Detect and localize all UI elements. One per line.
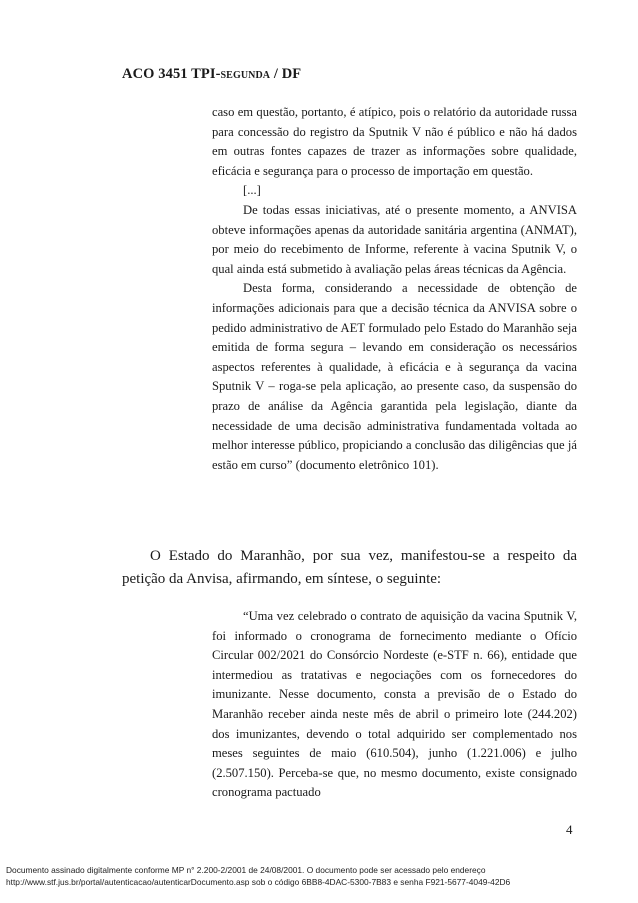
quote-paragraph: “Uma vez celebrado o contrato de aquisição da vacina Sputnik V, foi informado o cronograma de fornecimento mediante o Ofício Circular 002/2021 do Consórcio Nordeste (e-STF n. 66), entidade que intermediou as tratativas e negociações com os fornecedores do imunizante. Nesse documento, consta a previsão de o Estado do Maranhão receber ainda neste mês de abril o primeiro lote (244.202) dos imunizantes, devendo o total adquirido ser complementado nos meses seguintes de maio (610.504), junho (1.221.006) e julho (2.507.150). Perceba-se que, no mesmo documento, existe consignado cronograma pactuado [212, 609, 577, 800]
quote-paragraph: De todas essas iniciativas, até o presente momento, a ANVISA obteve informações apenas da autoridade sanitária argentina (ANMAT), por meio do recebimento de Informe, referente à vacina Sputnik V, o qual ainda está submetido à avaliação pelas áreas técnicas da Agência. [212, 202, 577, 276]
body-paragraph: O Estado do Maranhão, por sua vez, manifestou-se a respeito da petição da Anvisa, afirmando, em síntese, o seguinte: [122, 548, 577, 587]
quote-paragraph: caso em questão, portanto, é atípico, pois o relatório da autoridade russa para concessão do registro da Sputnik V não é público e não há dados em outras fontes capazes de trazer as informações sobre qualidade, eficácia e segurança para o processo de importação em questão. [212, 105, 577, 178]
page-number: 4 [566, 822, 573, 837]
document-header [122, 66, 301, 83]
footer-line: Documento assinado digitalmente conforme MP n° 2.200-2/2001 de 24/08/2001. O documento pode ser acessado pelo endereço [6, 865, 486, 875]
footer-verification-url[interactable]: http://www.stf.jus.br/portal/autenticacao/autenticarDocumento.asp sob o código 6BB8-4DAC-5300-7B83 e senha F921-5677-4049-42D6 [6, 876, 511, 887]
signature-footer [6, 865, 634, 888]
quote-paragraph: Desta forma, considerando a necessidade de obtenção de informações adicionais para que a decisão técnica da ANVISA sobre o pedido administrativo de AET formulado pelo Estado do Maranhão seja emitida de forma segura – levando em consideração os necessários aspectos referentes à qualidade, à eficácia e à segurança da vacina Sputnik V – roga-se pela aplicação, ao presente caso, da suspensão do prazo de análise da Agência garantida pela legislação, diante da necessidade de uma decisão administrativa fundamentada voltada ao melhor interesse público, propiciando a conclusão das diligências que já estão em curso” (documento eletrônico 101). [212, 281, 577, 472]
block-quote-maranhao [212, 607, 577, 803]
block-quote-anvisa [212, 103, 577, 475]
header-case-prefix: ACO 3451 TPI- [122, 66, 221, 82]
quote-ellipsis: [...] [243, 183, 261, 198]
header-case-suffix: / DF [270, 66, 302, 82]
header-case-small-caps: segunda [220, 66, 271, 82]
